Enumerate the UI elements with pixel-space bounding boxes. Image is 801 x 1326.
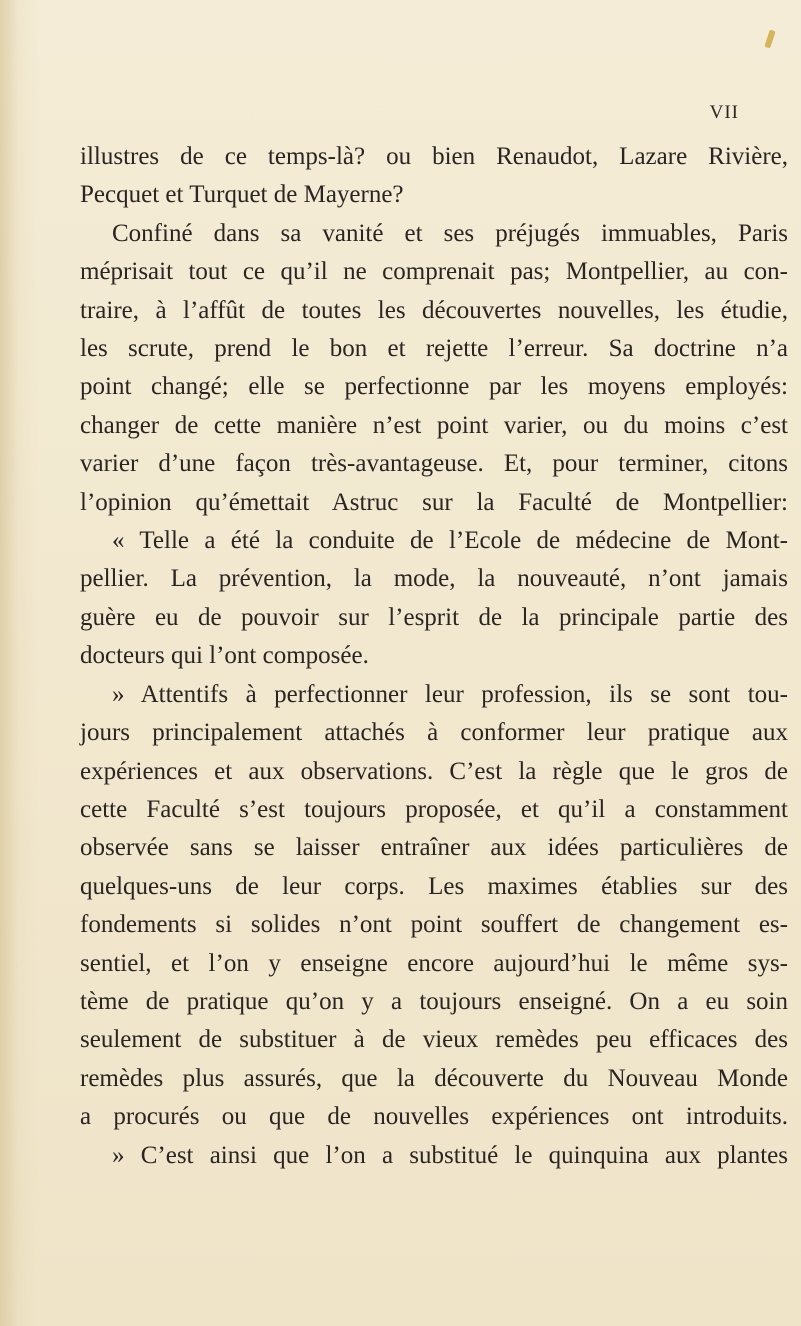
- text-line: seulement de substituer à de vieux remèdes peu efficaces des: [80, 1026, 788, 1054]
- text-line: point changé; elle se perfectionne par les moyens employés:: [80, 373, 788, 401]
- text-line: les scrute, prend le bon et rejette l’erreur. Sa doctrine n’a: [80, 335, 788, 363]
- page-number: VII: [709, 102, 739, 123]
- text-line: changer de cette manière n’est point varier, ou du moins c’est: [80, 411, 788, 439]
- text-line: tème de pratique qu’on y a toujours enseigné. On a eu soin: [80, 987, 788, 1015]
- text-line: remèdes plus assurés, que la découverte du Nouveau Monde: [80, 1064, 788, 1092]
- text-line: méprisait tout ce qu’il ne comprenait pas; Montpellier, au con-: [80, 258, 788, 286]
- text-line: sentiel, et l’on y enseigne encore aujourd’hui le même sys-: [80, 949, 788, 977]
- text-line: l’opinion qu’émettait Astruc sur la Faculté de Montpellier:: [80, 488, 788, 516]
- text-line: a procurés ou que de nouvelles expériences ont introduits.: [80, 1103, 788, 1131]
- text-line: cette Faculté s’est toujours proposée, et qu’il a constamment: [80, 795, 788, 823]
- text-line: observée sans se laisser entraîner aux idées particulières de: [80, 834, 788, 862]
- text-line: quelques-uns de leur corps. Les maximes établies sur des: [80, 872, 788, 900]
- corner-mark: [764, 30, 775, 49]
- text-line: varier d’une façon très-avantageuse. Et, pour terminer, citons: [80, 450, 788, 478]
- text-line: pellier. La prévention, la mode, la nouveauté, n’ont jamais: [80, 565, 788, 593]
- text-line: » C’est ainsi que l’on a substitué le quinquina aux plantes: [112, 1141, 788, 1169]
- text-line: Pecquet et Turquet de Mayerne?: [80, 181, 404, 209]
- page-edge-stain: [0, 0, 18, 1326]
- text-line: traire, à l’affût de toutes les découvertes nouvelles, les étudie,: [80, 296, 788, 324]
- text-line: » Attentifs à perfectionner leur profession, ils se sont tou-: [112, 680, 788, 708]
- text-line: jours principalement attachés à conformer leur pratique aux: [80, 719, 788, 747]
- text-line: expériences et aux observations. C’est la règle que le gros de: [80, 757, 788, 785]
- text-line: « Telle a été la conduite de l’Ecole de médecine de Mont-: [112, 527, 788, 555]
- body-text: [80, 138, 788, 1175]
- text-line: guère eu de pouvoir sur l’esprit de la principale partie des: [80, 603, 788, 631]
- text-line: illustres de ce temps-là? ou bien Renaudot, Lazare Rivière,: [80, 143, 788, 170]
- text-line: Confiné dans sa vanité et ses préjugés immuables, Paris: [112, 219, 788, 247]
- text-line: fondements si solides n’ont point souffert de changement es-: [80, 911, 788, 939]
- text-line: docteurs qui l’ont composée.: [80, 642, 369, 670]
